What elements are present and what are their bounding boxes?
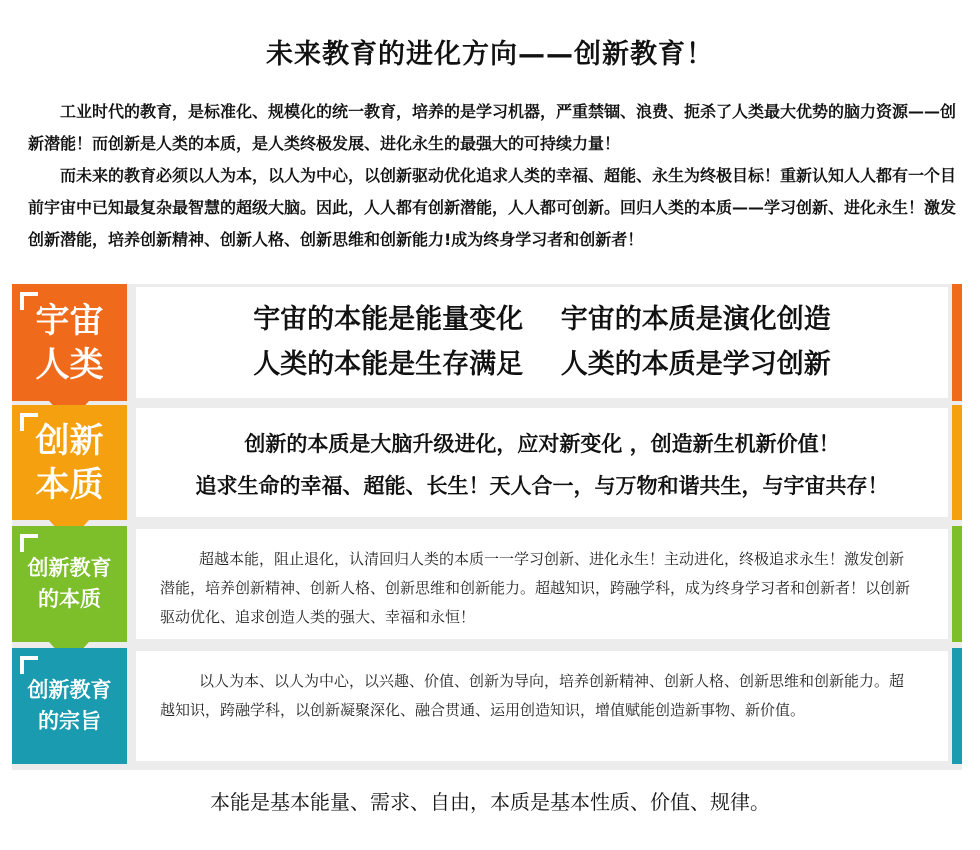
section-label: [12, 648, 127, 764]
label-line: 宇宙: [35, 300, 104, 341]
accent-strip: [952, 284, 962, 401]
section-statements: [136, 423, 948, 507]
corner-mark-icon: [20, 413, 38, 431]
statement: 人类的本质是学习创新: [560, 349, 831, 380]
intro-paragraph: 而未来的教育必须以人为本，以人为中心，以创新驱动优化追求人类的幸福、超能、永生为终极目标！重新认知人人都有一个目前宇宙中已知最复杂最智慧的超级大脑。因此，人人都有创新潜能，人人都可创新。回归人类的本质——学习创新、进化永生！激发创新潜能，培养创新精神、创新人格、创新思维和创新能力!成为终身学习者和创新者！: [28, 166, 957, 249]
statement: 宇宙的本能是能量变化: [253, 304, 524, 335]
section-card: [136, 529, 948, 639]
section-label: [12, 526, 127, 642]
corner-mark-icon: [20, 656, 38, 674]
label-line: 人类: [35, 344, 104, 385]
statement: 宇宙的本质是演化创造: [560, 304, 831, 335]
statement: 人类的本能是生存满足: [253, 349, 524, 380]
statement: 追求生命的幸福、超能、长生！天人合一，与万物和谐共生，与宇宙共存！: [195, 474, 889, 498]
section-card: [136, 408, 948, 517]
info-panel: [12, 284, 962, 770]
section-body: 超越本能，阻止退化，认清回归人类的本质一一学习创新、进化永生！主动进化，终极追求永生！激发创新潜能，培养创新精神、创新人格、创新思维和创新能力。超越知识，跨融学科，成为终身学习者和创新者！以创新驱动优化、追求创造人类的强大、幸福和永恒！: [160, 550, 911, 626]
section-card: [136, 287, 948, 398]
label-line: 创新教育: [27, 556, 112, 580]
section-statements: [136, 297, 948, 387]
label-line: 的宗旨: [38, 709, 101, 733]
accent-strip: [952, 648, 962, 764]
section-label: [12, 284, 127, 401]
footer-note: 本能是基本能量、需求、自由，本质是基本性质、价值、规律。: [210, 790, 770, 814]
intro-text: [28, 96, 963, 256]
section-body: 以人为本、以人为中心，以兴趣、价值、创新为导向，培养创新精神、创新人格、创新思维和创新能力。超越知识，跨融学科，以创新凝聚深化、融合贯通、运用创造知识，增值赋能创造新事物、新价值。: [160, 672, 905, 719]
label-line: 创新教育: [27, 678, 112, 702]
label-line: 本质: [35, 464, 104, 505]
section-education-essence: [12, 526, 962, 642]
section-label: [12, 405, 127, 520]
accent-strip: [952, 405, 962, 520]
section-universe-humanity: [12, 284, 962, 401]
label-line: 创新: [35, 420, 104, 461]
statement: 创新的本质是大脑升级进化，应对新变化 ，创造新生机新价值！: [244, 432, 840, 456]
section-card: [136, 651, 948, 761]
section-innovation-essence: [12, 405, 962, 520]
label-line: 的本质: [38, 587, 101, 611]
page-title: 未来教育的进化方向——创新教育！: [266, 39, 714, 70]
intro-paragraph: 工业时代的教育，是标准化、规模化的统一教育，培养的是学习机器，严重禁锢、浪费、扼杀了人类最大优势的脑力资源——创新潜能！而创新是人类的本质，是人类终极发展、进化永生的最强大的可持续力量！: [28, 102, 957, 153]
corner-mark-icon: [20, 292, 38, 310]
corner-mark-icon: [20, 534, 38, 552]
section-education-purpose: [12, 648, 962, 764]
accent-strip: [952, 526, 962, 642]
